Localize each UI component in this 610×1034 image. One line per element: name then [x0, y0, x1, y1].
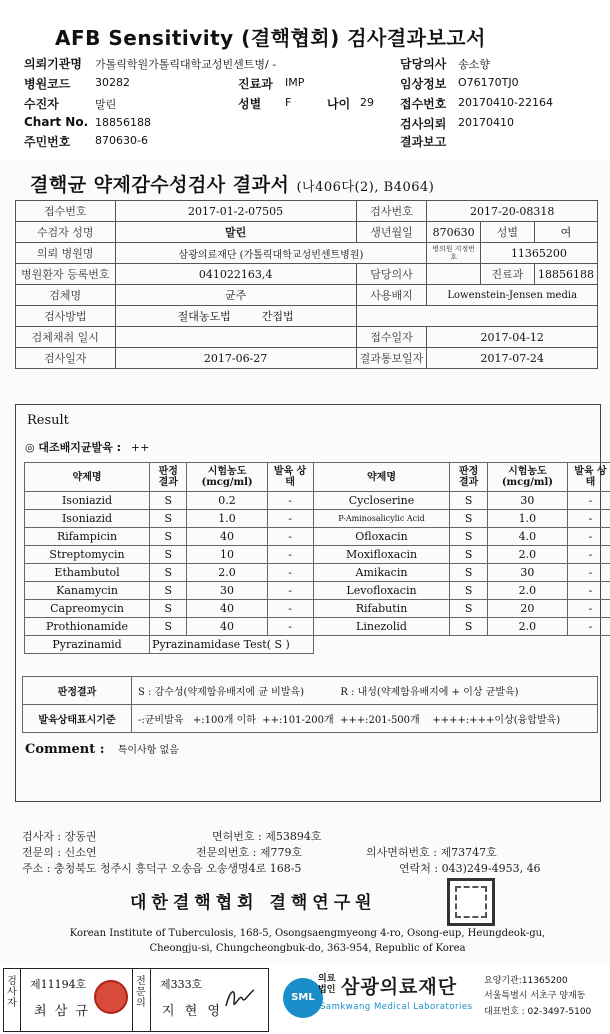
drug-table-body: [25, 492, 610, 636]
col-result-2: 판정 결과: [450, 463, 487, 492]
drug-conc: 2.0: [487, 546, 567, 564]
sml-logo-icon: SML: [283, 978, 323, 1018]
drug-conc: 40: [187, 528, 267, 546]
drug-growth: -: [567, 546, 610, 564]
address-english-1: Korean Institute of Tuberculosis, 168-5, Osongsaengmyeong 4-ro, Osong-eup, Heungdeok-gu,: [69, 928, 546, 939]
collect-label: 검체채취 일시: [16, 327, 116, 348]
address: 주소 : 충청북도 청주시 흥덕구 오송읍 오송생명4로 168-5: [22, 862, 302, 875]
drug-name: Capreomycin: [25, 600, 150, 618]
divider: [20, 968, 21, 1031]
drug-conc: 30: [487, 564, 567, 582]
drug-growth: -: [567, 492, 610, 510]
drug-conc: 40: [187, 600, 267, 618]
col-result-1: 판정 결과: [150, 463, 187, 492]
result-title: Result: [27, 413, 69, 428]
drug-result: S: [150, 600, 187, 618]
drug-name: Ethambutol: [25, 564, 150, 582]
dept-label: 진료과: [480, 264, 534, 285]
doctor-value: [427, 264, 480, 285]
drug-growth: -: [267, 582, 313, 600]
drug-growth: -: [267, 528, 313, 546]
pza-name: Pyrazinamid: [25, 636, 150, 654]
report-heading-text: 결핵균 약제감수성검사 결과서: [30, 174, 290, 196]
specimen-label: 검체명: [16, 285, 116, 306]
growth-criteria-label: 발육상태표시기준: [23, 705, 132, 733]
drug-growth: -: [567, 618, 610, 636]
criteria-r: R : 내성(약제함유배지에 + 이상 균발육): [340, 687, 519, 698]
value-doctor: 송소향: [458, 58, 490, 71]
value-patient: 말린: [95, 98, 117, 111]
drug-conc: 40: [187, 618, 267, 636]
label-doctor: 담당의사: [400, 57, 447, 71]
drug-name: Prothionamide: [25, 618, 150, 636]
label-hospital-code: 병원코드: [24, 77, 71, 91]
criteria-label: 판정결과: [23, 677, 132, 705]
label-request-date: 검사의뢰: [400, 117, 447, 131]
col-drug-2: 약제명: [313, 463, 450, 492]
table-row: [25, 564, 610, 582]
name-label: 수검자 성명: [16, 222, 116, 243]
name-value: 말린: [115, 222, 356, 243]
drug-result: S: [150, 546, 187, 564]
value-hospital-code: 30282: [95, 76, 130, 89]
drug-growth: -: [267, 510, 313, 528]
comment-text: 특이사항 없음: [117, 745, 179, 756]
hospital-label: 의뢰 병원명: [16, 243, 116, 264]
drug-conc: 1.0: [487, 510, 567, 528]
col-growth-1: 발육 상태: [267, 463, 313, 492]
specialist-license: 전문의번호 : 제779호: [196, 846, 303, 859]
org-name-english: Samkwang Medical Laboratories: [320, 1002, 473, 1012]
drug-growth: -: [567, 564, 610, 582]
divider: [150, 968, 151, 1031]
org-prefix: 의료 법인: [318, 974, 336, 995]
receipt-no-value: 2017-01-2-07505: [115, 201, 356, 222]
drug-conc: 2.0: [487, 582, 567, 600]
collect-value: [115, 327, 356, 348]
test-no-value: 2017-20-08318: [427, 201, 598, 222]
table-row: [25, 492, 610, 510]
specialist: 전문의 : 신소연: [22, 846, 97, 859]
drug-conc: 1.0: [187, 510, 267, 528]
drug-growth: -: [267, 546, 313, 564]
drug-result: S: [450, 564, 487, 582]
tester-tag: 검사자: [7, 976, 17, 1009]
label-resident-no: 주민번호: [24, 135, 71, 149]
drug-name: Levofloxacin: [313, 582, 450, 600]
value-clinical-info: O76170TJ0: [458, 76, 519, 89]
drug-result: S: [150, 492, 187, 510]
drug-conc: 20: [487, 600, 567, 618]
tester-license: 면허번호 : 제53894호: [212, 830, 322, 843]
org-code: 요양기관:11365200: [484, 976, 568, 986]
drug-table: [24, 462, 610, 654]
dob-label: 생년월일: [356, 222, 427, 243]
recv-date-value: 2017-04-12: [427, 327, 598, 348]
sex-label: 성별: [480, 222, 534, 243]
drug-name: Rifampicin: [25, 528, 150, 546]
col-drug-1: 약제명: [25, 463, 150, 492]
tester-name: 최 삼 규: [34, 1004, 90, 1019]
institute-seal: [447, 878, 495, 926]
table-row: [25, 546, 610, 564]
divider: [132, 968, 133, 1031]
drug-conc: 0.2: [187, 492, 267, 510]
sex-value: 여: [534, 222, 597, 243]
comment-label: Comment :: [25, 742, 105, 757]
drug-name: Cycloserine: [313, 492, 450, 510]
label-receipt-no: 접수번호: [400, 97, 447, 111]
drug-growth: -: [267, 492, 313, 510]
medium-value: Lowenstein-Jensen media: [427, 285, 598, 306]
inst-code-label: 병의원 지정번호: [427, 243, 480, 264]
drug-result: S: [450, 510, 487, 528]
value-requesting-org: 가톨릭학원가톨릭대학교성빈센트병/ -: [95, 58, 277, 71]
drug-conc: 30: [487, 492, 567, 510]
drug-growth: -: [567, 510, 610, 528]
control-growth-value: ++: [130, 441, 150, 454]
method-empty: [356, 306, 597, 327]
col-conc-1: 시험농도 (mcg/ml): [187, 463, 267, 492]
drug-result: S: [450, 528, 487, 546]
drug-growth: -: [267, 564, 313, 582]
recv-date-label: 접수일자: [356, 327, 427, 348]
address-english-2: Cheongju-si, Chungcheongbuk-do, 363-954, Republic of Korea: [149, 943, 466, 954]
drug-name: Rifabutin: [313, 600, 450, 618]
value-resident-no: 870630-6: [95, 134, 148, 147]
label-clinical-info: 임상정보: [400, 77, 447, 91]
phone: 연락처 : 043)249-4953, 46: [399, 862, 541, 875]
table-row: [25, 528, 610, 546]
signature-icon: [222, 984, 258, 1012]
drug-name: Isoniazid: [25, 492, 150, 510]
drug-name: P-Aminosalicylic Acid: [313, 510, 450, 528]
value-chart-no: 18856188: [95, 116, 151, 129]
drug-name: Moxifloxacin: [313, 546, 450, 564]
drug-result: S: [450, 492, 487, 510]
hospital-value: 삼광의료재단 (가톨릭대학교성빈센트병원): [115, 243, 427, 264]
label-requesting-org: 의뢰기관명: [24, 57, 82, 71]
pza-test: Pyrazinamidase Test( S ): [150, 636, 314, 654]
org-name: 삼광의료재단: [341, 976, 458, 998]
tester-no: 제11194호: [30, 978, 87, 991]
drug-name: Streptomycin: [25, 546, 150, 564]
table-row: [25, 510, 610, 528]
dob-value: 870630: [427, 222, 480, 243]
patient-info-table: [15, 200, 598, 369]
test-date-label: 검사일자: [16, 348, 116, 369]
label-result-report: 결과보고: [400, 135, 447, 149]
control-growth-label: ◎ 대조배지균발육 :: [25, 441, 122, 454]
drug-name: Ofloxacin: [313, 528, 450, 546]
receipt-no-label: 접수번호: [16, 201, 116, 222]
inst-code-value: 11365200: [480, 243, 597, 264]
drug-result: S: [150, 564, 187, 582]
value-sex: F: [285, 96, 292, 109]
drug-name: Kanamycin: [25, 582, 150, 600]
notify-value: 2017-07-24: [427, 348, 598, 369]
label-age: 나이: [327, 97, 351, 111]
drug-result: S: [450, 546, 487, 564]
drug-growth: -: [267, 600, 313, 618]
table-row: [25, 618, 610, 636]
dept-value: 18856188: [534, 264, 597, 285]
drug-growth: -: [567, 582, 610, 600]
specialist-no: 제333호: [160, 978, 203, 991]
medium-label: 사용배지: [356, 285, 427, 306]
drug-result: S: [150, 618, 187, 636]
label-department: 진료과: [238, 77, 273, 91]
drug-name: Amikacin: [313, 564, 450, 582]
institute-name: 대한결핵협회 결핵연구원: [130, 893, 377, 913]
value-department: IMP: [285, 76, 305, 89]
notify-label: 결과통보일자: [356, 348, 427, 369]
reg-no-value: 041022163,4: [115, 264, 356, 285]
org-phone: 대표번호 : 02-3497-5100: [484, 1007, 592, 1017]
table-row: [25, 600, 610, 618]
drug-result: S: [450, 618, 487, 636]
label-chart-no: Chart No.: [24, 115, 89, 129]
label-sex: 성별: [238, 97, 262, 111]
value-receipt-no: 20170410-22164: [458, 96, 553, 109]
tester: 검사자 : 장동권: [22, 830, 97, 843]
tester-stamp-icon: [94, 980, 128, 1014]
doctor-license: 의사면허번호 : 제73747호: [366, 846, 497, 859]
drug-result: S: [450, 582, 487, 600]
criteria-table: [22, 676, 598, 733]
col-conc-2: 시험농도 (mcg/ml): [487, 463, 567, 492]
criteria-values: [132, 677, 598, 705]
test-date-value: 2017-06-27: [115, 348, 356, 369]
col-growth-2: 발육 상태: [567, 463, 610, 492]
drug-conc: 10: [187, 546, 267, 564]
table-row: [25, 582, 610, 600]
specimen-value: 균주: [115, 285, 356, 306]
drug-conc: 4.0: [487, 528, 567, 546]
value-request-date: 20170410: [458, 116, 514, 129]
control-growth: [25, 439, 149, 455]
org-address: 서울특별시 서초구 양재동: [484, 991, 586, 1001]
report-heading-code: (나406다(2), B4064): [296, 180, 435, 195]
method-label: 검사방법: [16, 306, 116, 327]
seal-pattern: [455, 886, 487, 918]
doctor-label: 담당의사: [356, 264, 427, 285]
address-english: [20, 926, 595, 956]
drug-growth: -: [567, 600, 610, 618]
drug-name: Linezolid: [313, 618, 450, 636]
report-title: AFB Sensitivity (결핵협회) 검사결과보고서: [55, 26, 486, 50]
drug-conc: 2.0: [487, 618, 567, 636]
method-1: 절대농도법: [177, 310, 231, 323]
method-value: [115, 306, 356, 327]
method-2: 간접법: [261, 310, 294, 323]
criteria-s: S : 감수성(약제함유배지에 균 비발육): [138, 687, 304, 698]
test-no-label: 검사번호: [356, 201, 427, 222]
drug-name: Isoniazid: [25, 510, 150, 528]
label-patient: 수진자: [24, 97, 59, 111]
drug-result: S: [150, 528, 187, 546]
specialist-tag: 전문의: [136, 976, 146, 1009]
specialist-name: 지 현 영: [162, 1004, 223, 1019]
drug-growth: -: [567, 528, 610, 546]
growth-criteria-text: -:균비발육 +:100개 이하 ++:101-200개 +++:201-500개 ++++:+++이상(융합발육): [132, 705, 598, 733]
drug-result: S: [150, 582, 187, 600]
drug-conc: 2.0: [187, 564, 267, 582]
signature-strip: [0, 966, 610, 1034]
drug-conc: 30: [187, 582, 267, 600]
value-age: 29: [360, 96, 374, 109]
drug-result: S: [150, 510, 187, 528]
drug-growth: -: [267, 618, 313, 636]
report-heading: [30, 170, 434, 197]
reg-no-label: 병원환자 등록번호: [16, 264, 116, 285]
comment: [25, 738, 179, 757]
drug-result: S: [450, 600, 487, 618]
